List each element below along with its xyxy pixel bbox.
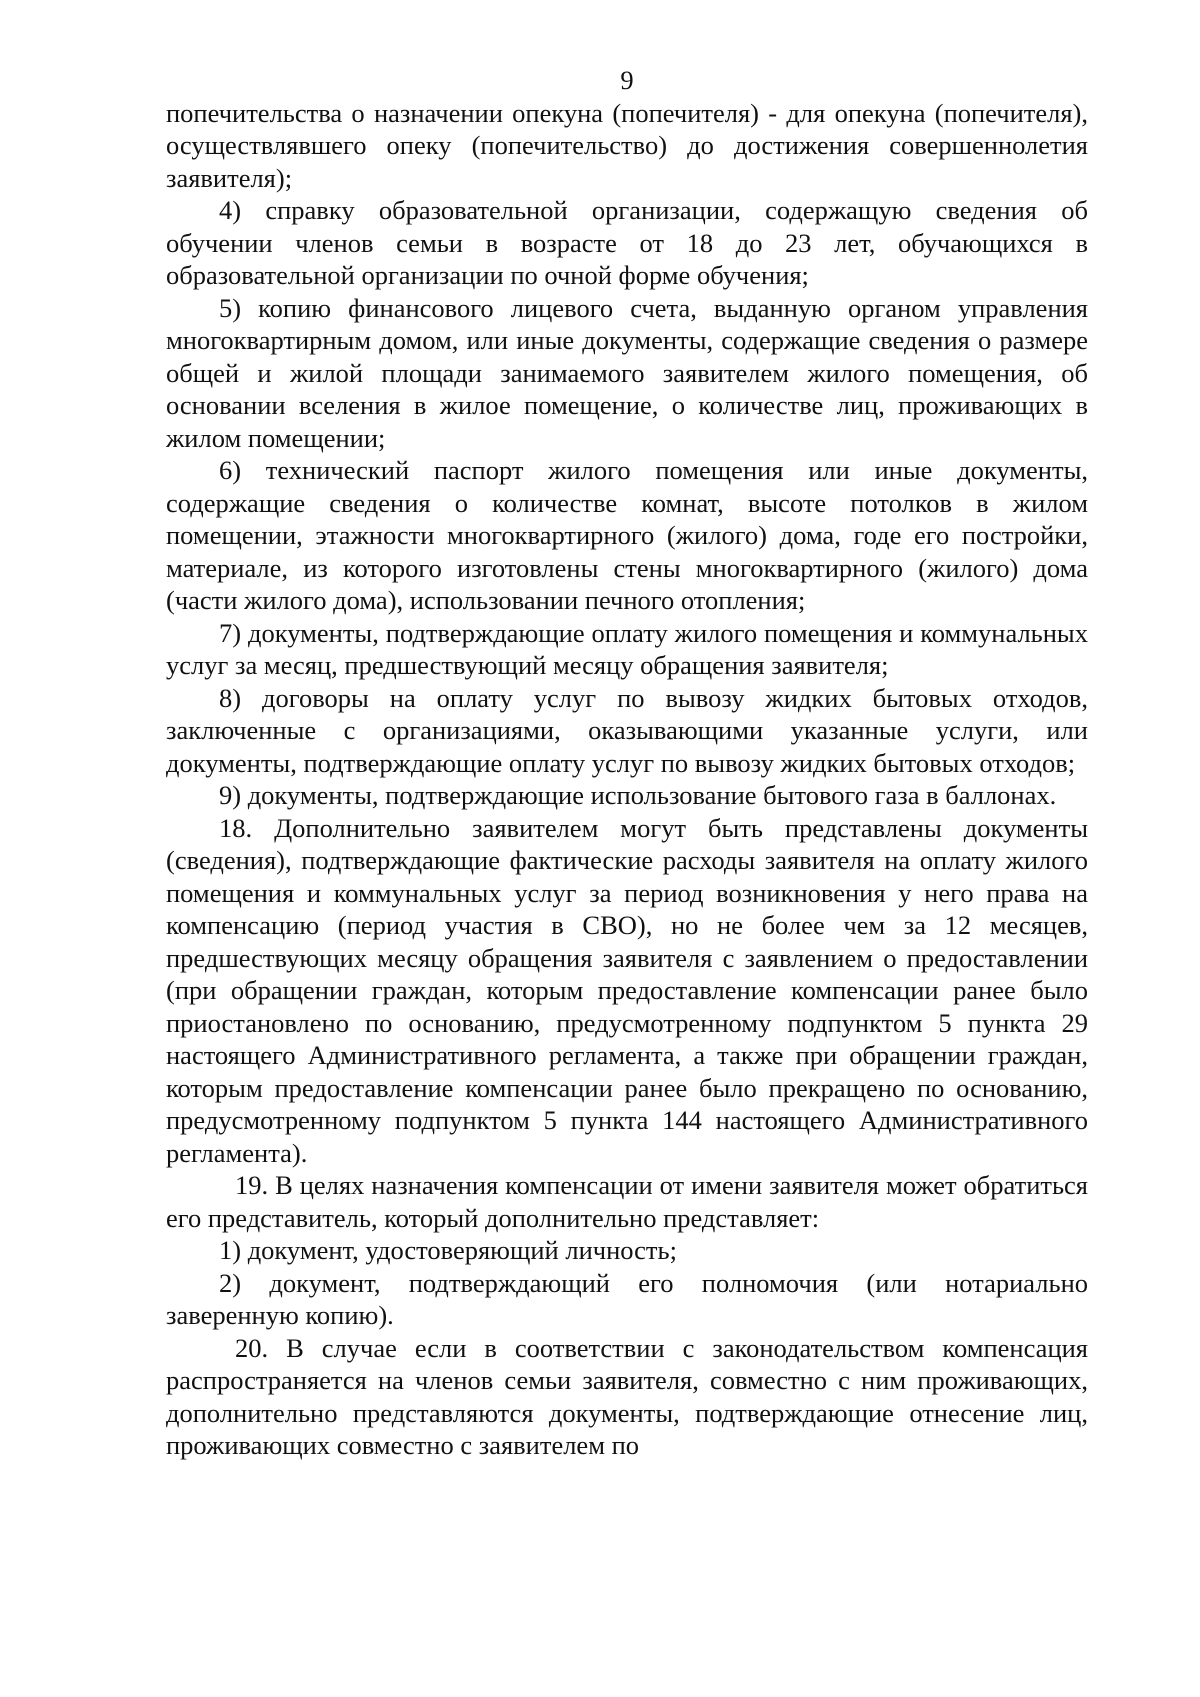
paragraph-item-6: 6) технический паспорт жилого помещения или иные документы, содержащие сведения о количестве комнат, высоте потолков в жилом помещении, этажности многоквартирного (жилого) дома, годе его постройки, материале, из которого изготовлены стены многоквартирного (жилого) дома (части жилого дома), использовании печного отопления; [166,455,1088,615]
paragraph-item-7: 7) документы, подтверждающие оплату жилого помещения и коммунальных услуг за месяц, предшествующий месяцу обращения заявителя; [166,617,1088,680]
page-number: 9 [620,65,634,95]
paragraph-item-9: 9) документы, подтверждающие использование бытового газа в баллонах. [219,780,1057,810]
paragraph-item-8: 8) договоры на оплату услуг по вывозу жидких бытовых отходов, заключенные с организациями, оказывающими указанные услуги, или документы, подтверждающие оплату услуг по вывозу жидких бытовых отходов; [166,682,1088,778]
document-page [166,64,1088,1462]
paragraph-section-19-item-2: 2) документ, подтверждающий его полномочия (или нотариально заверенную копию). [166,1267,1088,1330]
paragraph-item-5: 5) копию финансового лицевого счета, выданную органом управления многоквартирным домом, или иные документы, содержащие сведения о размере общей и жилой площади занимаемого заявителем жилого помещения, об основании вселения в жилое помещение, о количестве лиц, проживающих в жилом помещении; [166,292,1088,453]
paragraph-item-4: 4) справку образовательной организации, содержащую сведения об обучении членов семьи в возрасте от 18 до 23 лет, обучающихся в образовательной организации по очной форме обучения; [166,195,1088,290]
paragraph-guardianship-continuation: попечительства о назначении опекуна (попечителя) - для опекуна (попечителя), осуществлявшего опеку (попечительство) до достижения совершеннолетия заявителя); [166,97,1088,193]
paragraph-section-19-item-1: 1) документ, удостоверяющий личность; [219,1235,677,1265]
paragraph-section-20: 20. В случае если в соответствии с законодательством компенсация распространяется на членов семьи заявителя, совместно с ним проживающих, дополнительно представляются документы, подтверждающие отнесение лиц, проживающих совместно с заявителем по [166,1332,1088,1460]
paragraph-section-18: 18. Дополнительно заявителем могут быть представлены документы (сведения), подтверждающие фактические расходы заявителя на оплату жилого помещения и коммунальных услуг за период возникновения у него права на компенсацию (период участия в СВО), но не более чем за 12 месяцев, предшествующих месяцу обращения заявителя с заявлением о предоставлении (при обращении граждан, которым предоставление компенсации ранее было приостановлено по основанию, предусмотренному подпунктом 5 пункта 29 настоящего Административного регламента, а также при обращении граждан, которым предоставление компенсации ранее было прекращено по основанию, предусмотренному подпунктом 5 пункта 144 настоящего Административного регламента). [166,812,1088,1168]
paragraph-section-19: 19. В целях назначения компенсации от имени заявителя может обратиться его представитель, который дополнительно представляет: [166,1170,1088,1233]
